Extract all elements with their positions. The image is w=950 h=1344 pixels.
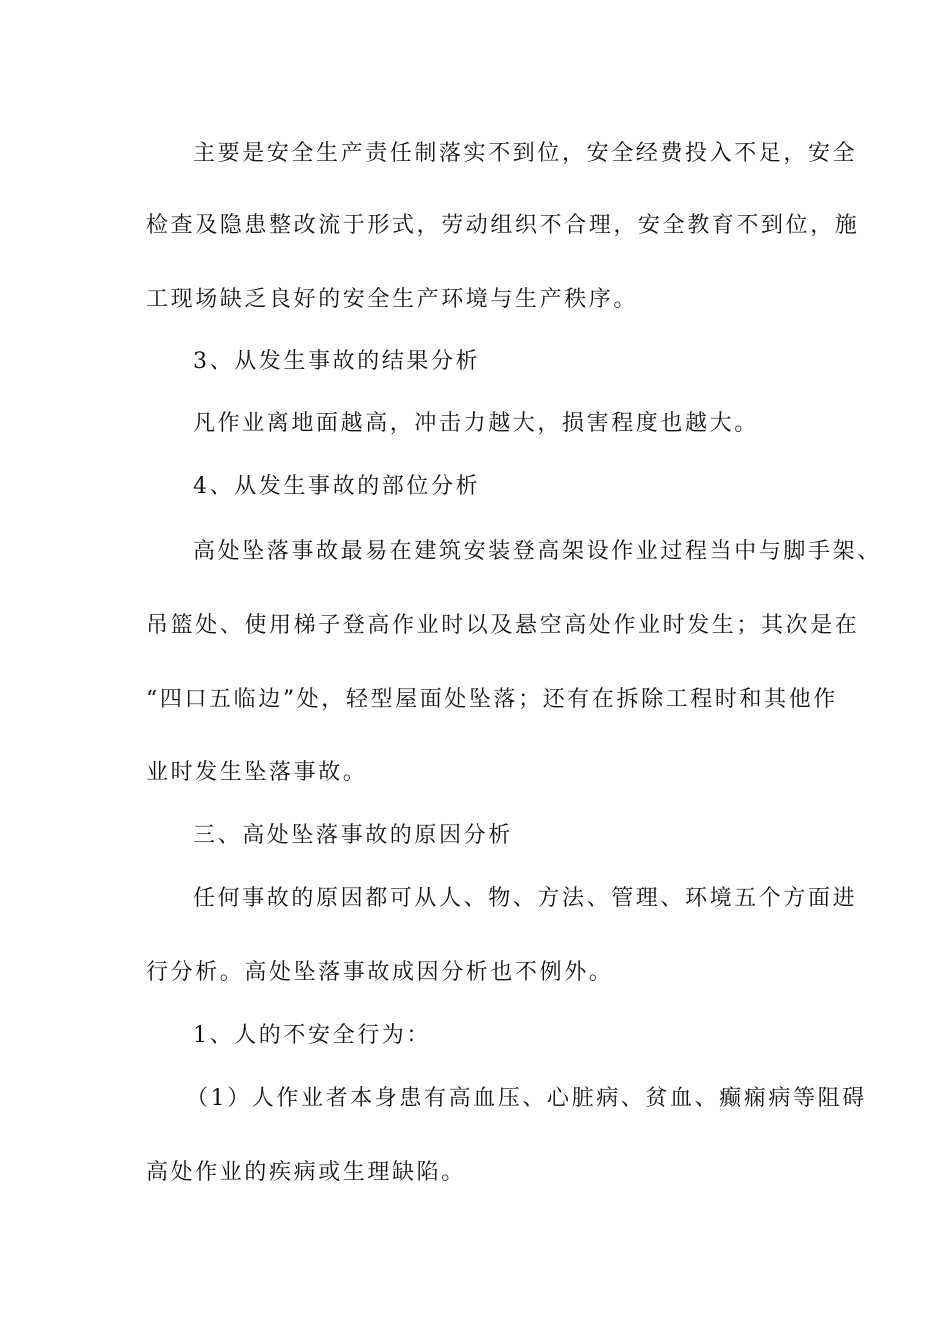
paragraph-line: 行分析。高处坠落事故成因分析也不例外。 bbox=[146, 960, 614, 985]
paragraph-line: 任何事故的原因都可从人、物、方法、管理、环境五个方面进 bbox=[193, 886, 858, 911]
section-heading: 3、从发生事故的结果分析 bbox=[193, 349, 481, 374]
paragraph-line: 凡作业离地面越高，冲击力越大，损害程度也越大。 bbox=[193, 411, 759, 436]
paragraph-line: 高处坠落事故最易在建筑安装登高架设作业过程当中与脚手架、 bbox=[193, 539, 882, 564]
paragraph-line: 检查及隐患整改流于形式，劳动组织不合理，安全教育不到位，施 bbox=[146, 213, 860, 238]
paragraph-line: 业时发生坠落事故。 bbox=[146, 760, 368, 785]
paragraph-line: 吊篮处、使用梯子登高作业时以及悬空高处作业时发生；其次是在 bbox=[146, 613, 860, 638]
paragraph-line: “四口五临边”处，轻型屋面处坠落；还有在拆除工程时和其他作 bbox=[146, 687, 838, 712]
section-heading: 4、从发生事故的部位分析 bbox=[193, 474, 481, 499]
paragraph-line: （1）人作业者本身患有高血压、心脏病、贫血、癫痫病等阻碍 bbox=[186, 1086, 867, 1111]
paragraph-line: 工现场缺乏良好的安全生产环境与生产秩序。 bbox=[146, 287, 639, 312]
section-heading: 三、高处坠落事故的原因分析 bbox=[193, 823, 513, 848]
paragraph-line: 主要是安全生产责任制落实不到位，安全经费投入不足，安全 bbox=[193, 141, 858, 166]
paragraph-line: 高处作业的疾病或生理缺陷。 bbox=[146, 1160, 466, 1185]
section-heading: 1、人的不安全行为： bbox=[193, 1023, 431, 1048]
